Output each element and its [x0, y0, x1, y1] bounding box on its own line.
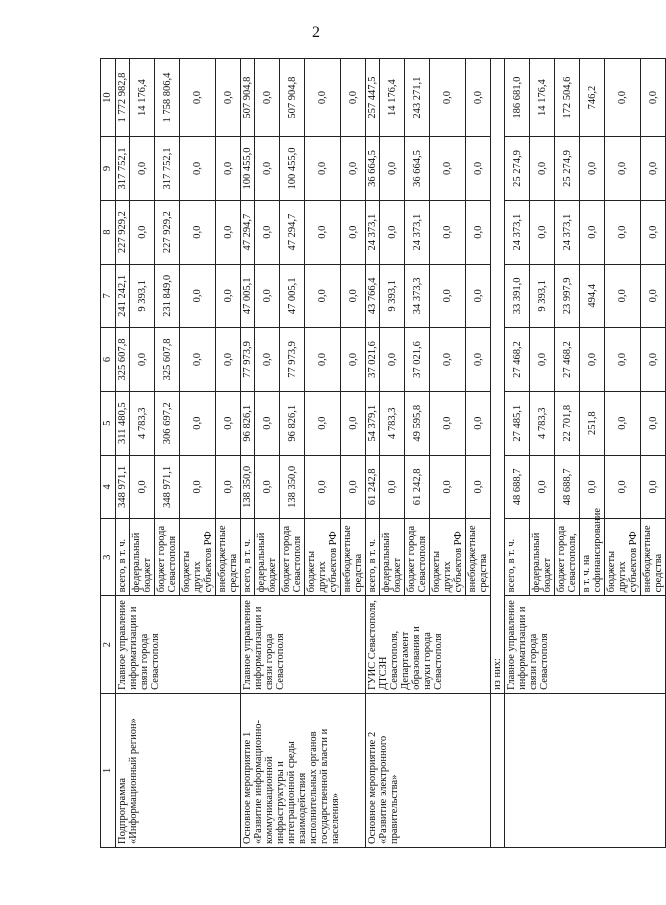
value-cell: 0,0: [180, 59, 216, 137]
value-cell: 0,0: [305, 200, 341, 264]
value-cell: 251,8: [580, 391, 605, 455]
rotated-table-wrapper: [100, 58, 664, 848]
value-cell: 48 688,7: [555, 455, 580, 519]
budget-table: [100, 58, 666, 848]
value-cell: 24 373,1: [555, 200, 580, 264]
value-cell: 0,0: [466, 137, 491, 201]
value-cell: 0,0: [255, 328, 280, 392]
value-cell: 0,0: [341, 264, 366, 328]
value-cell: 34 373,3: [405, 264, 430, 328]
executor-name: Главное управление информатизации и связи города Севастополя: [116, 596, 241, 694]
funding-source: всего, в т. ч.: [241, 519, 255, 596]
table-row: [116, 59, 130, 848]
value-cell: 0,0: [216, 391, 241, 455]
value-cell: 24 373,1: [505, 200, 530, 264]
value-cell: 0,0: [641, 137, 666, 201]
value-cell: 0,0: [305, 264, 341, 328]
value-cell: 0,0: [180, 391, 216, 455]
value-cell: 0,0: [255, 391, 280, 455]
value-cell: 348 971,1: [155, 455, 180, 519]
value-cell: 36 664,5: [405, 137, 430, 201]
value-cell: 0,0: [341, 391, 366, 455]
value-cell: 54 379,1: [366, 391, 380, 455]
value-cell: 0,0: [341, 137, 366, 201]
value-cell: 25 274,9: [555, 137, 580, 201]
value-cell: 0,0: [305, 391, 341, 455]
value-cell: 0,0: [466, 455, 491, 519]
value-cell: 0,0: [580, 137, 605, 201]
value-cell: 0,0: [605, 200, 641, 264]
value-cell: 96 826,1: [241, 391, 255, 455]
funding-source: бюджеты других субъектов РФ: [180, 519, 216, 596]
value-cell: 0,0: [430, 391, 466, 455]
column-number: 2: [101, 596, 116, 694]
value-cell: 0,0: [641, 391, 666, 455]
value-cell: 100 455,0: [241, 137, 255, 201]
value-cell: 0,0: [430, 455, 466, 519]
value-cell: 0,0: [380, 200, 405, 264]
value-cell: 37 021,6: [405, 328, 430, 392]
executor-name: Главное управление информатизации и связи города Севастополя: [505, 596, 666, 694]
value-cell: 0,0: [380, 455, 405, 519]
funding-source: федеральный бюджет: [130, 519, 155, 596]
value-cell: 317 752,1: [155, 137, 180, 201]
column-number-row: [101, 59, 116, 848]
funding-source: бюджеты других субъектов РФ: [605, 519, 641, 596]
value-cell: 4 783,3: [130, 391, 155, 455]
value-cell: 138 350,0: [241, 455, 255, 519]
value-cell: 9 393,1: [380, 264, 405, 328]
value-cell: 0,0: [466, 328, 491, 392]
column-number: 9: [101, 137, 116, 201]
value-cell: 172 504,6: [555, 59, 580, 137]
column-number: 7: [101, 264, 116, 328]
funding-source: всего, в т. ч.: [116, 519, 130, 596]
value-cell: 0,0: [605, 328, 641, 392]
value-cell: 0,0: [530, 200, 555, 264]
value-cell: 49 595,8: [405, 391, 430, 455]
value-cell: 0,0: [641, 200, 666, 264]
value-cell: 0,0: [180, 328, 216, 392]
value-cell: 23 997,9: [555, 264, 580, 328]
value-cell: 0,0: [530, 328, 555, 392]
value-cell: 306 697,2: [155, 391, 180, 455]
value-cell: 24 373,1: [366, 200, 380, 264]
value-cell: 0,0: [430, 200, 466, 264]
value-cell: 14 176,4: [380, 59, 405, 137]
column-number: 6: [101, 328, 116, 392]
column-number: 8: [101, 200, 116, 264]
funding-source: бюджет города Севастополя: [405, 519, 430, 596]
value-cell: 27 468,2: [505, 328, 530, 392]
value-cell: 325 607,8: [155, 328, 180, 392]
value-cell: 33 391,0: [505, 264, 530, 328]
value-cell: 507 904,8: [280, 59, 305, 137]
value-cell: 0,0: [641, 59, 666, 137]
value-cell: 241 242,1: [116, 264, 130, 328]
value-cell: 9 393,1: [530, 264, 555, 328]
funding-source: внебюджетные средства: [341, 519, 366, 596]
value-cell: 0,0: [305, 455, 341, 519]
value-cell: 227 929,2: [155, 200, 180, 264]
value-cell: 0,0: [216, 200, 241, 264]
column-number: 1: [101, 693, 116, 847]
value-cell: 0,0: [466, 59, 491, 137]
value-cell: 0,0: [130, 137, 155, 201]
value-cell: 0,0: [255, 200, 280, 264]
value-cell: 0,0: [341, 455, 366, 519]
value-cell: 0,0: [341, 200, 366, 264]
value-cell: 257 447,5: [366, 59, 380, 137]
empty-cell: [491, 693, 505, 847]
value-cell: 0,0: [380, 137, 405, 201]
funding-source: бюджет города Севастополя: [280, 519, 305, 596]
value-cell: 0,0: [466, 264, 491, 328]
table-row: [505, 59, 530, 848]
measure-name: Основное мероприятие 2 «Развитие электронного правительства»: [366, 693, 491, 847]
value-cell: 22 701,8: [555, 391, 580, 455]
value-cell: 186 681,0: [505, 59, 530, 137]
value-cell: 494,4: [580, 264, 605, 328]
column-number: 4: [101, 455, 116, 519]
funding-source: бюджеты других субъектов РФ: [430, 519, 466, 596]
value-cell: 47 294,7: [280, 200, 305, 264]
value-cell: 27 485,1: [505, 391, 530, 455]
value-cell: 0,0: [430, 59, 466, 137]
value-cell: 0,0: [341, 59, 366, 137]
value-cell: 4 783,3: [380, 391, 405, 455]
value-cell: 311 480,5: [116, 391, 130, 455]
value-cell: 0,0: [255, 455, 280, 519]
table-row: [366, 59, 380, 848]
value-cell: 0,0: [466, 200, 491, 264]
value-cell: 0,0: [305, 328, 341, 392]
value-cell: 9 393,1: [130, 264, 155, 328]
column-number: 5: [101, 391, 116, 455]
funding-source: федеральный бюджет: [530, 519, 555, 596]
value-cell: 77 973,9: [241, 328, 255, 392]
value-cell: 14 176,4: [530, 59, 555, 137]
value-cell: 0,0: [255, 137, 280, 201]
value-cell: 0,0: [180, 200, 216, 264]
value-cell: 0,0: [580, 200, 605, 264]
value-cell: 0,0: [530, 455, 555, 519]
value-cell: 0,0: [180, 264, 216, 328]
value-cell: 317 752,1: [116, 137, 130, 201]
measure-name: Основное мероприятие 1 «Развитие информационно-коммуникационной инфраструктуры и интеграционной среды взаимодействия исполнительных органов государственной власти и населения»: [241, 693, 366, 847]
value-cell: 138 350,0: [280, 455, 305, 519]
funding-source: бюджет города Севастополя: [155, 519, 180, 596]
subsection-label-row: [491, 59, 505, 848]
value-cell: 47 294,7: [241, 200, 255, 264]
value-cell: 0,0: [605, 264, 641, 328]
empty-cell: [505, 693, 666, 847]
value-cell: 14 176,4: [130, 59, 155, 137]
page-number: 2: [312, 24, 320, 41]
value-cell: 0,0: [130, 200, 155, 264]
value-cell: 0,0: [180, 455, 216, 519]
value-cell: 0,0: [580, 328, 605, 392]
value-cell: 47 005,1: [241, 264, 255, 328]
value-cell: 0,0: [530, 137, 555, 201]
value-cell: 61 242,8: [366, 455, 380, 519]
column-number: 3: [101, 519, 116, 596]
value-cell: 1 772 982,8: [116, 59, 130, 137]
value-cell: 0,0: [641, 264, 666, 328]
value-cell: 0,0: [641, 328, 666, 392]
value-cell: 27 468,2: [555, 328, 580, 392]
value-cell: 24 373,1: [405, 200, 430, 264]
value-cell: 47 005,1: [280, 264, 305, 328]
funding-source: всего, в т. ч.: [505, 519, 530, 596]
value-cell: 348 971,1: [116, 455, 130, 519]
value-cell: 0,0: [216, 59, 241, 137]
value-cell: 0,0: [255, 59, 280, 137]
value-cell: 0,0: [605, 137, 641, 201]
executor-name: ГУИС Севастополя, ДТСЗН Севастополя, Департамент образования и науки города Севастополя: [366, 596, 491, 694]
value-cell: 0,0: [180, 137, 216, 201]
value-cell: 36 664,5: [366, 137, 380, 201]
value-cell: 0,0: [216, 137, 241, 201]
value-cell: 507 904,8: [241, 59, 255, 137]
value-cell: 77 973,9: [280, 328, 305, 392]
subsection-label: из них:: [491, 59, 505, 694]
value-cell: 746,2: [580, 59, 605, 137]
funding-source: внебюджетные средства: [641, 519, 666, 596]
value-cell: 227 929,2: [116, 200, 130, 264]
value-cell: 0,0: [216, 264, 241, 328]
funding-source: внебюджетные средства: [216, 519, 241, 596]
value-cell: 0,0: [605, 59, 641, 137]
value-cell: 231 849,0: [155, 264, 180, 328]
value-cell: 37 021,6: [366, 328, 380, 392]
table-row: [241, 59, 255, 848]
value-cell: 0,0: [255, 264, 280, 328]
value-cell: 96 826,1: [280, 391, 305, 455]
funding-source: внебюджетные средства: [466, 519, 491, 596]
table-body: [101, 59, 666, 848]
value-cell: 0,0: [605, 455, 641, 519]
value-cell: 25 274,9: [505, 137, 530, 201]
value-cell: 0,0: [641, 455, 666, 519]
value-cell: 0,0: [605, 391, 641, 455]
funding-source: всего, в т. ч.: [366, 519, 380, 596]
value-cell: 4 783,3: [530, 391, 555, 455]
funding-source: федеральный бюджет: [380, 519, 405, 596]
value-cell: 0,0: [430, 328, 466, 392]
value-cell: 0,0: [305, 137, 341, 201]
funding-source: федеральный бюджет: [255, 519, 280, 596]
value-cell: 0,0: [466, 391, 491, 455]
value-cell: 43 766,4: [366, 264, 380, 328]
value-cell: 0,0: [130, 328, 155, 392]
value-cell: 61 242,8: [405, 455, 430, 519]
value-cell: 325 607,8: [116, 328, 130, 392]
measure-name: Подпрограмма «Информационный регион»: [116, 693, 241, 847]
column-number: 10: [101, 59, 116, 137]
value-cell: 0,0: [216, 455, 241, 519]
value-cell: 0,0: [430, 264, 466, 328]
value-cell: 48 688,7: [505, 455, 530, 519]
value-cell: 0,0: [305, 59, 341, 137]
value-cell: 243 271,1: [405, 59, 430, 137]
funding-source: в т. ч. на софинансирование: [580, 519, 605, 596]
value-cell: 0,0: [216, 328, 241, 392]
funding-source: бюджет города Севастополя,: [555, 519, 580, 596]
value-cell: 1 758 806,4: [155, 59, 180, 137]
value-cell: 0,0: [430, 137, 466, 201]
value-cell: 0,0: [341, 328, 366, 392]
executor-name: Главное управление информатизации и связи города Севастополя: [241, 596, 366, 694]
funding-source: бюджеты других субъектов РФ: [305, 519, 341, 596]
value-cell: 0,0: [380, 328, 405, 392]
value-cell: 100 455,0: [280, 137, 305, 201]
value-cell: 0,0: [580, 455, 605, 519]
value-cell: 0,0: [130, 455, 155, 519]
